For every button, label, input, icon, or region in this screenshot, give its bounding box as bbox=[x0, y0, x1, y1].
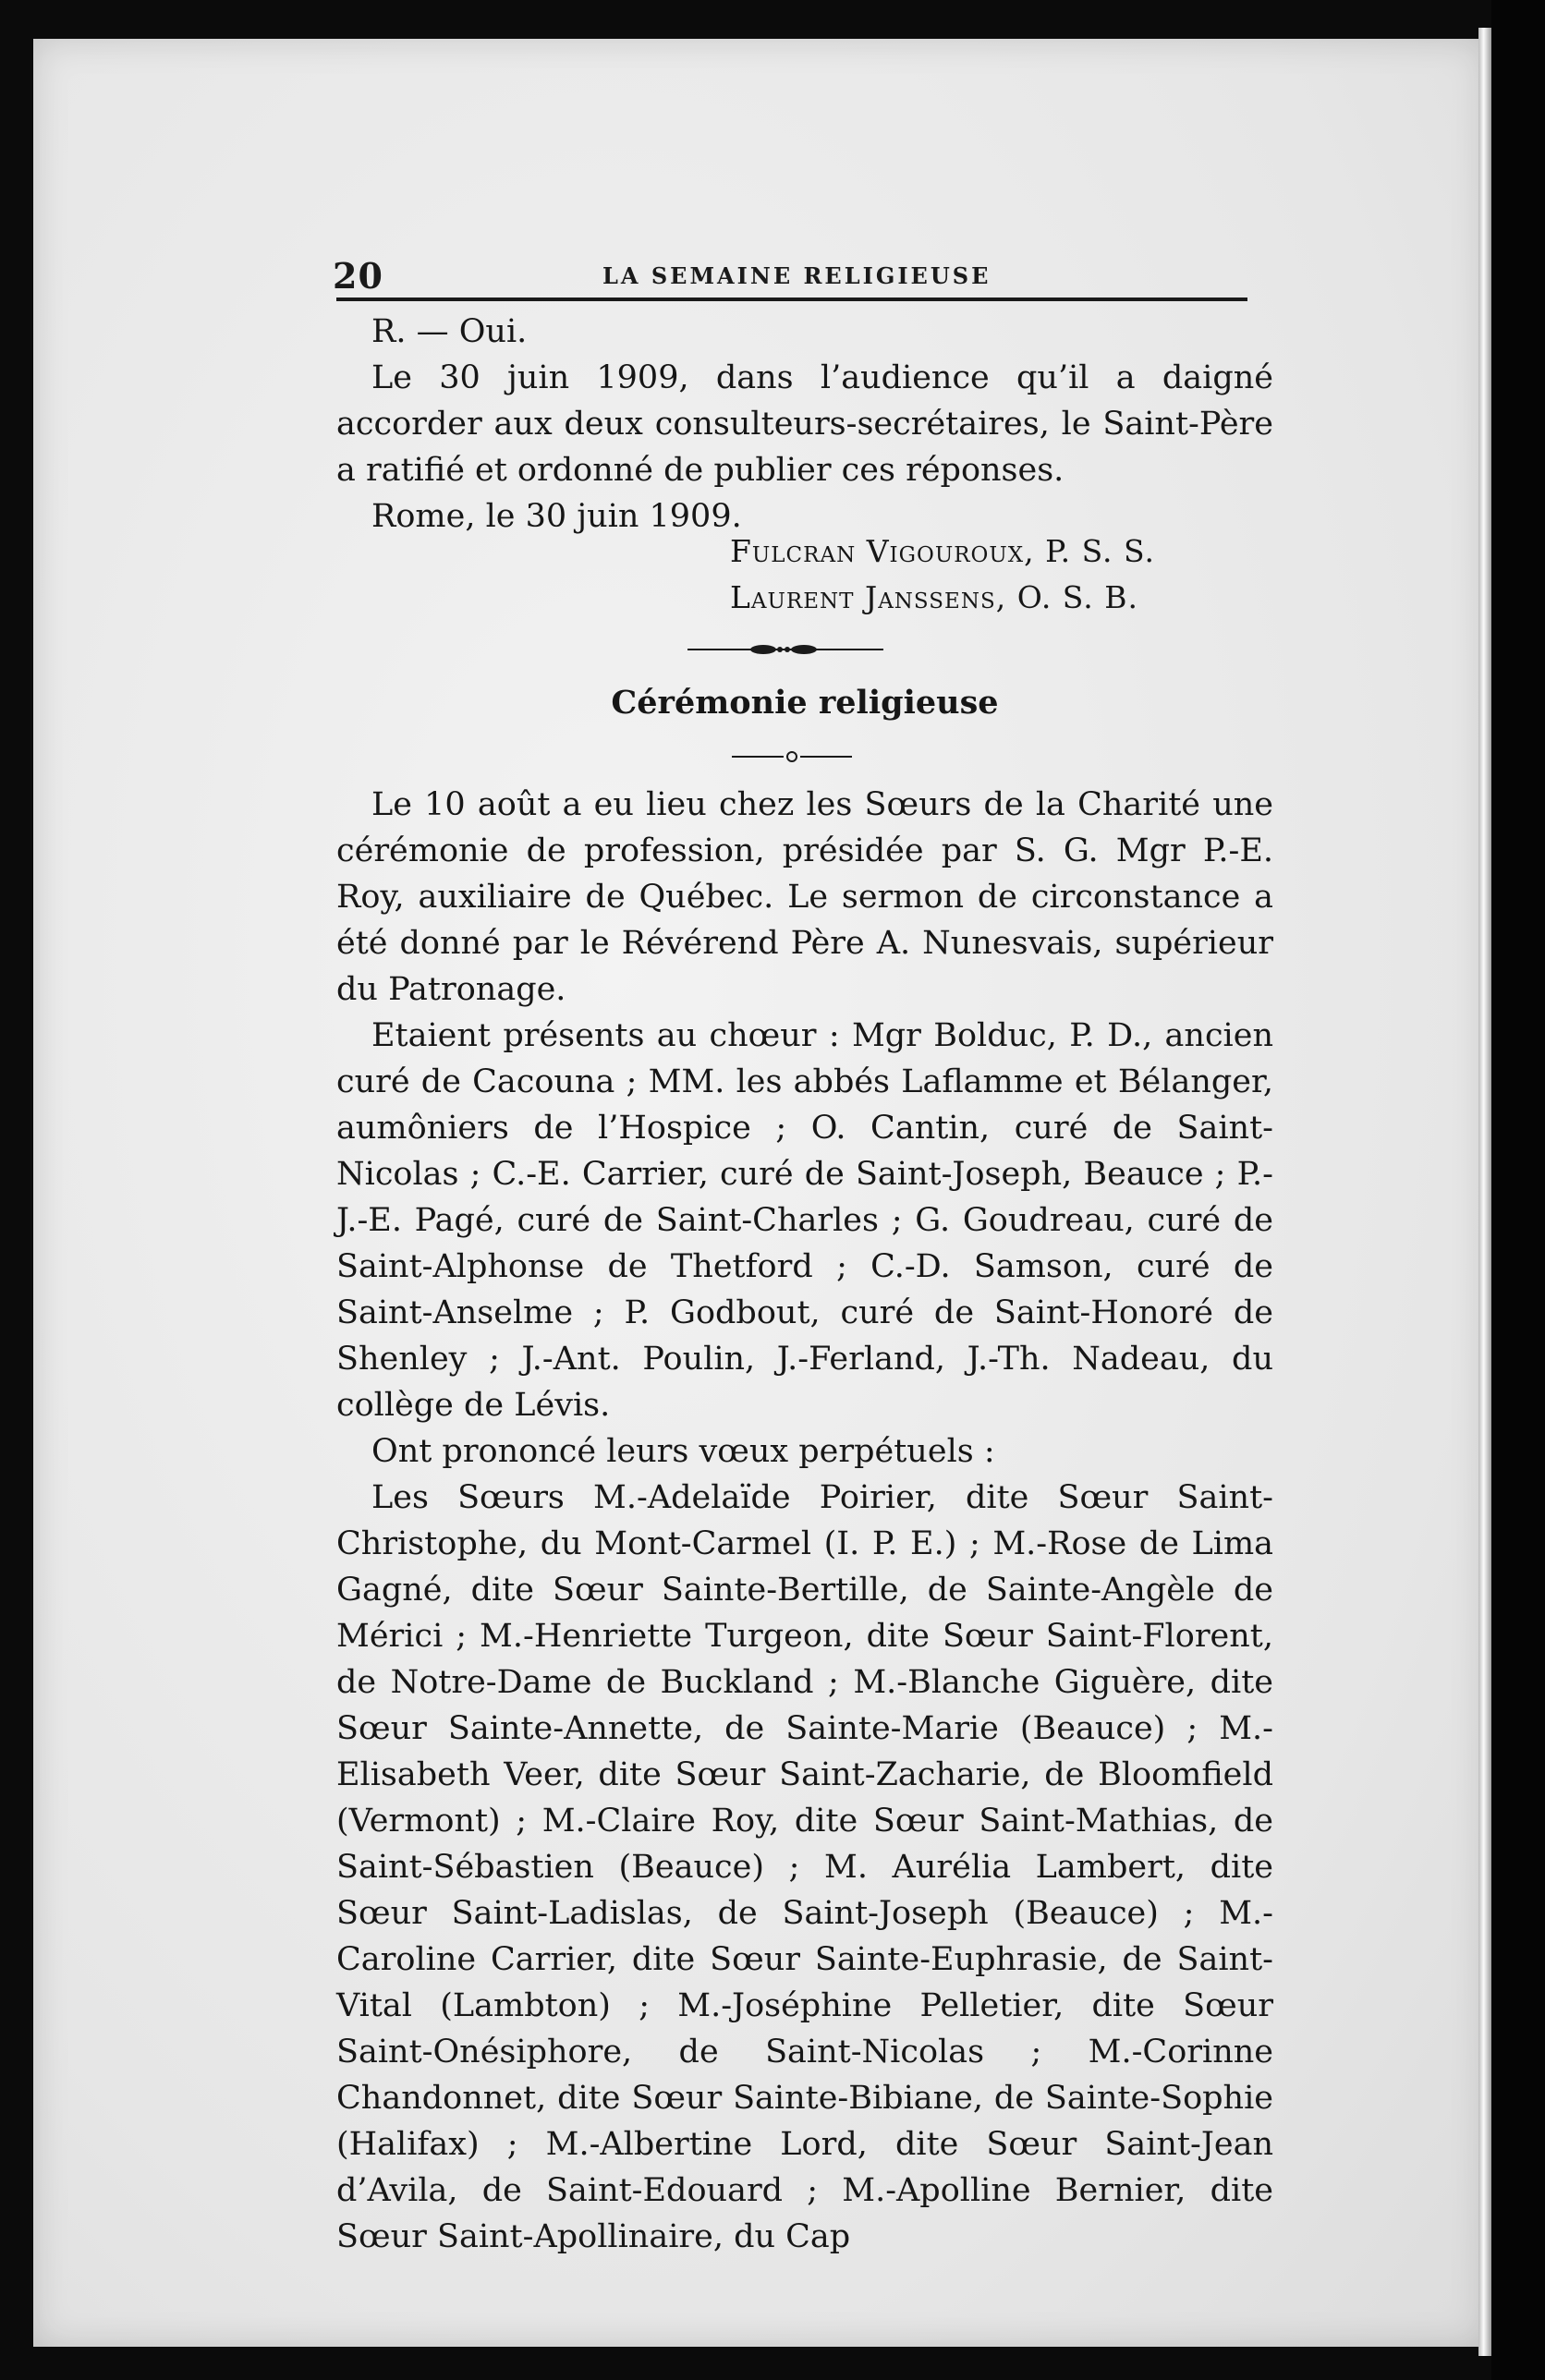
answer-line: R. — Oui. bbox=[371, 313, 528, 350]
page-number: 20 bbox=[333, 255, 383, 297]
place-date: Rome, le 30 juin 1909. bbox=[371, 498, 742, 535]
section-heading: Cérémonie religieuse bbox=[611, 684, 999, 722]
decree-conclusion bbox=[336, 309, 1273, 540]
paragraph-ceremony: Le 10 août a eu lieu chez les Sœurs de la Charité une cérémonie de profession, présidée par S. G. Mgr P.-E. Roy, auxiliaire de Québec. Le sermon de circonstance a été donné par le Révérend Père A. Nunesvais, supérieur du Patronage. bbox=[336, 786, 1273, 1008]
header-rule bbox=[336, 298, 1247, 301]
journal-title: LA SEMAINE RELIGIEUSE bbox=[602, 262, 991, 289]
signature-vigouroux: Fulcran Vigouroux, P. S. S. bbox=[730, 533, 1155, 569]
section-divider-ornament bbox=[687, 636, 883, 663]
paragraph-vows-intro: Ont prononcé leurs vœux perpétuels : bbox=[371, 1433, 995, 1470]
paragraph-attendees: Etaient présents au chœur : Mgr Bolduc, P. D., ancien curé de Cacouna ; MM. les abbés Laflamme et Bélanger, aumôniers de l’Hospice ; O. Cantin, curé de Saint-Nicolas ; C.-E. Carrier, curé de Saint-Joseph, Beauce ; P.-J.-E. Pagé, curé de Saint-Charles ; G. Goudreau, curé de Saint-Alphonse de Thetford ; C.-D. Samson, curé de Saint-Anselme ; P. Godbout, curé de Saint-Honoré de Shenley ; J.-Ant. Poulin, J.-Ferland, J.-Th. Nadeau, du collège de Lévis. bbox=[336, 1017, 1273, 1424]
heading-ornament bbox=[732, 745, 852, 769]
ceremony-article bbox=[336, 782, 1273, 2260]
decree-paragraph: Le 30 juin 1909, dans l’audience qu’il a daigné accorder aux deux consulteurs-secrétaires, le Saint-Père a ratifié et ordonné de publier ces réponses. bbox=[336, 359, 1273, 489]
paragraph-sisters-list: Les Sœurs M.-Adelaïde Poirier, dite Sœur Saint-Christophe, du Mont-Carmel (I. P. E.) ; M.-Rose de Lima Gagné, dite Sœur Sainte-Bertille, de Sainte-Angèle de Mérici ; M.-Henriette Turgeon, dite Sœur Saint-Florent, de Notre-Dame de Buckland ; M.-Blanche Giguère, dite Sœur Sainte-Annette, de Sainte-Marie (Beauce) ; M.-Elisabeth Veer, dite Sœur Saint-Zacharie, de Bloomfield (Vermont) ; M.-Claire Roy, dite Sœur Saint-Mathias, de Saint-Sébastien (Beauce) ; M. Aurélia Lambert, dite Sœur Saint-Ladislas, de Saint-Joseph (Beauce) ; M.-Caroline Carrier, dite Sœur Sainte-Euphrasie, de Saint-Vital (Lambton) ; M.-Joséphine Pelletier, dite Sœur Saint-Onésiphore, de Saint-Nicolas ; M.-Corinne Chandonnet, dite Sœur Sainte-Bibiane, de Sainte-Sophie (Halifax) ; M.-Albertine Lord, dite Sœur Saint-Jean d’Avila, de Saint-Edouard ; M.-Apolline Bernier, dite Sœur Saint-Apollinaire, du Cap bbox=[336, 1479, 1273, 2255]
scan-border bbox=[1491, 0, 1545, 2380]
page-edge bbox=[1478, 28, 1491, 2356]
signature-janssens: Laurent Janssens, O. S. B. bbox=[730, 579, 1138, 615]
running-head bbox=[333, 255, 1257, 296]
